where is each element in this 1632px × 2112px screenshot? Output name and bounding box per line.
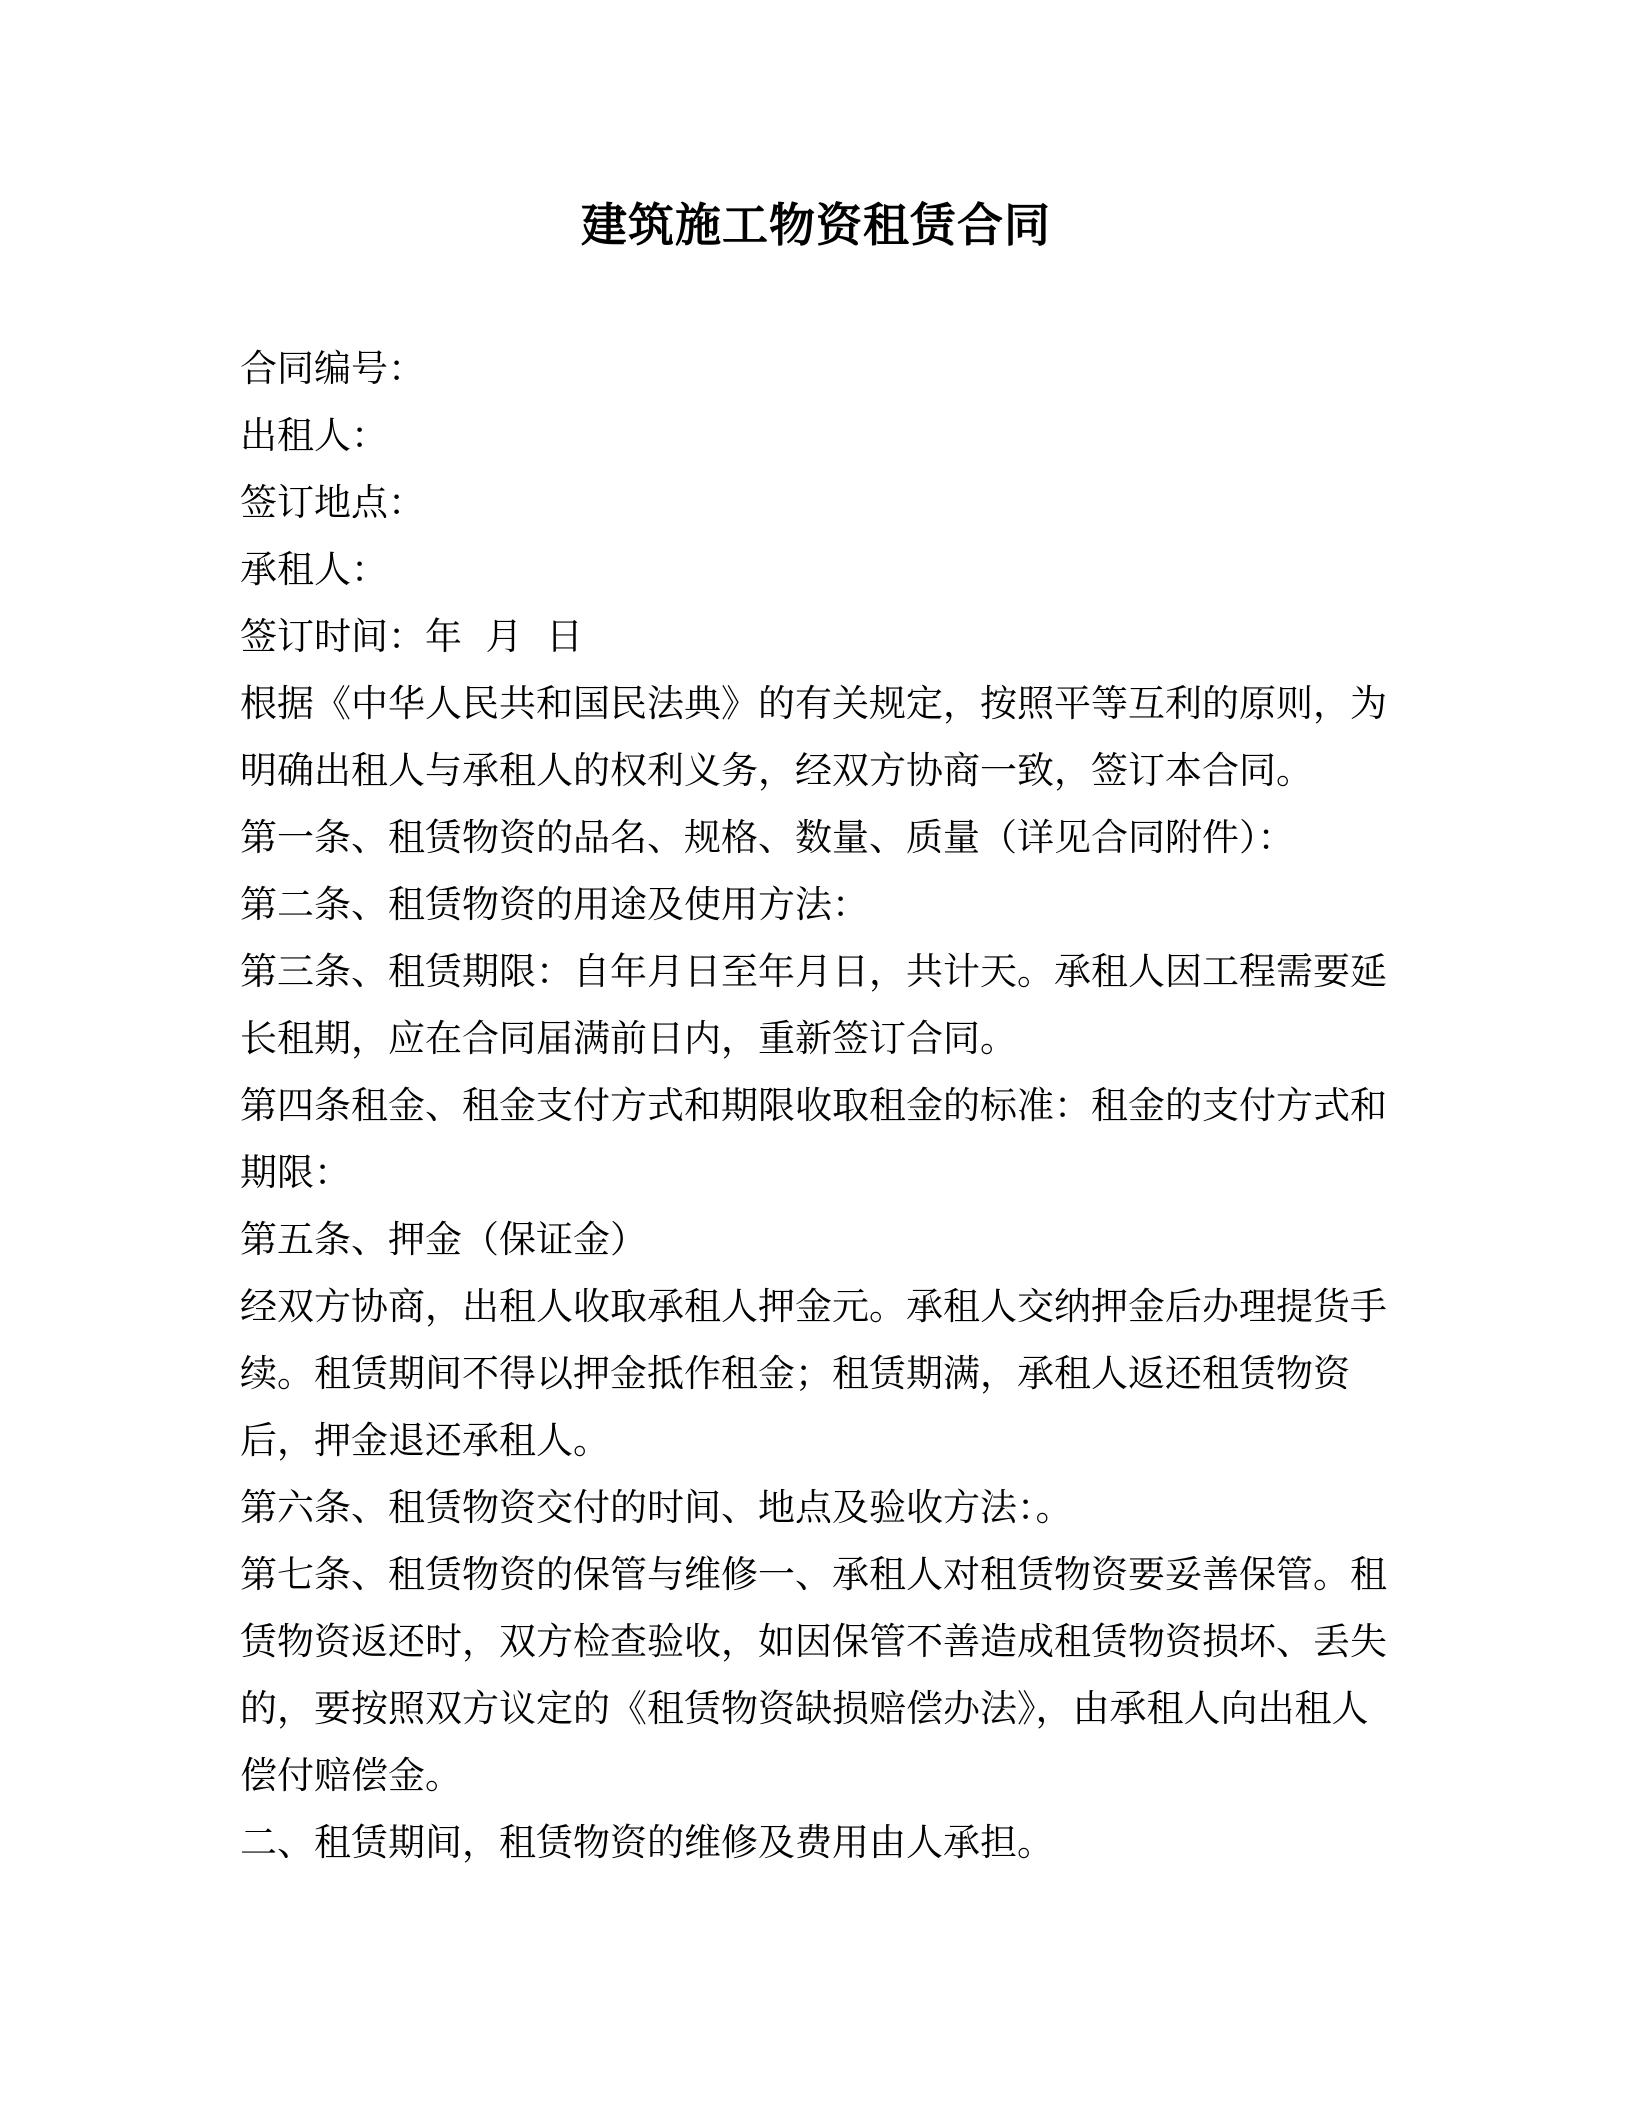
signing-place-field: 签订地点： bbox=[240, 481, 425, 524]
article-5-body: 经双方协商，出租人收取承租人押金元。承租人交纳押金后办理提货手续。租赁期间不得以押金抵作租金；租赁期满，承租人返还租赁物资后，押金退还承租人。 bbox=[240, 1285, 1387, 1462]
preamble-paragraph: 根据《中华人民共和国民法典》的有关规定，按照平等互利的原则，为明确出租人与承租人的权利义务，经双方协商一致，签订本合同。 bbox=[240, 682, 1387, 792]
signing-date-field: 签订时间：年 月 日 bbox=[240, 615, 584, 658]
lessee-field: 承租人： bbox=[240, 548, 388, 591]
article-4: 第四条租金、租金支付方式和期限收取租金的标准：租金的支付方式和期限： bbox=[240, 1084, 1387, 1194]
article-2: 第二条、租赁物资的用途及使用方法： bbox=[240, 883, 869, 926]
document-title: 建筑施工物资租赁合同 bbox=[581, 198, 1051, 252]
article-6: 第六条、租赁物资交付的时间、地点及验收方法：。 bbox=[240, 1486, 1073, 1529]
article-1: 第一条、租赁物资的品名、规格、数量、质量（详见合同附件）： bbox=[240, 816, 1295, 859]
document-body bbox=[240, 335, 1395, 1876]
article-7-clause-1: 第七条、租赁物资的保管与维修一、承租人对租赁物资要妥善保管。租赁物资返还时，双方检查验收，如因保管不善造成租赁物资损坏、丢失的，要按照双方议定的《租赁物资缺损赔偿办法》，由承租人向出租人偿付赔偿金。 bbox=[240, 1553, 1387, 1797]
lessor-field: 出租人： bbox=[240, 414, 388, 457]
article-3: 第三条、租赁期限：自年月日至年月日，共计天。承租人因工程需要延长租期，应在合同届满前日内，重新签订合同。 bbox=[240, 950, 1387, 1060]
article-7-clause-2: 二、租赁期间，租赁物资的维修及费用由人承担。 bbox=[240, 1821, 1054, 1864]
article-5-heading: 第五条、押金（保证金） bbox=[240, 1218, 647, 1261]
contract-number-field: 合同编号： bbox=[240, 347, 425, 390]
